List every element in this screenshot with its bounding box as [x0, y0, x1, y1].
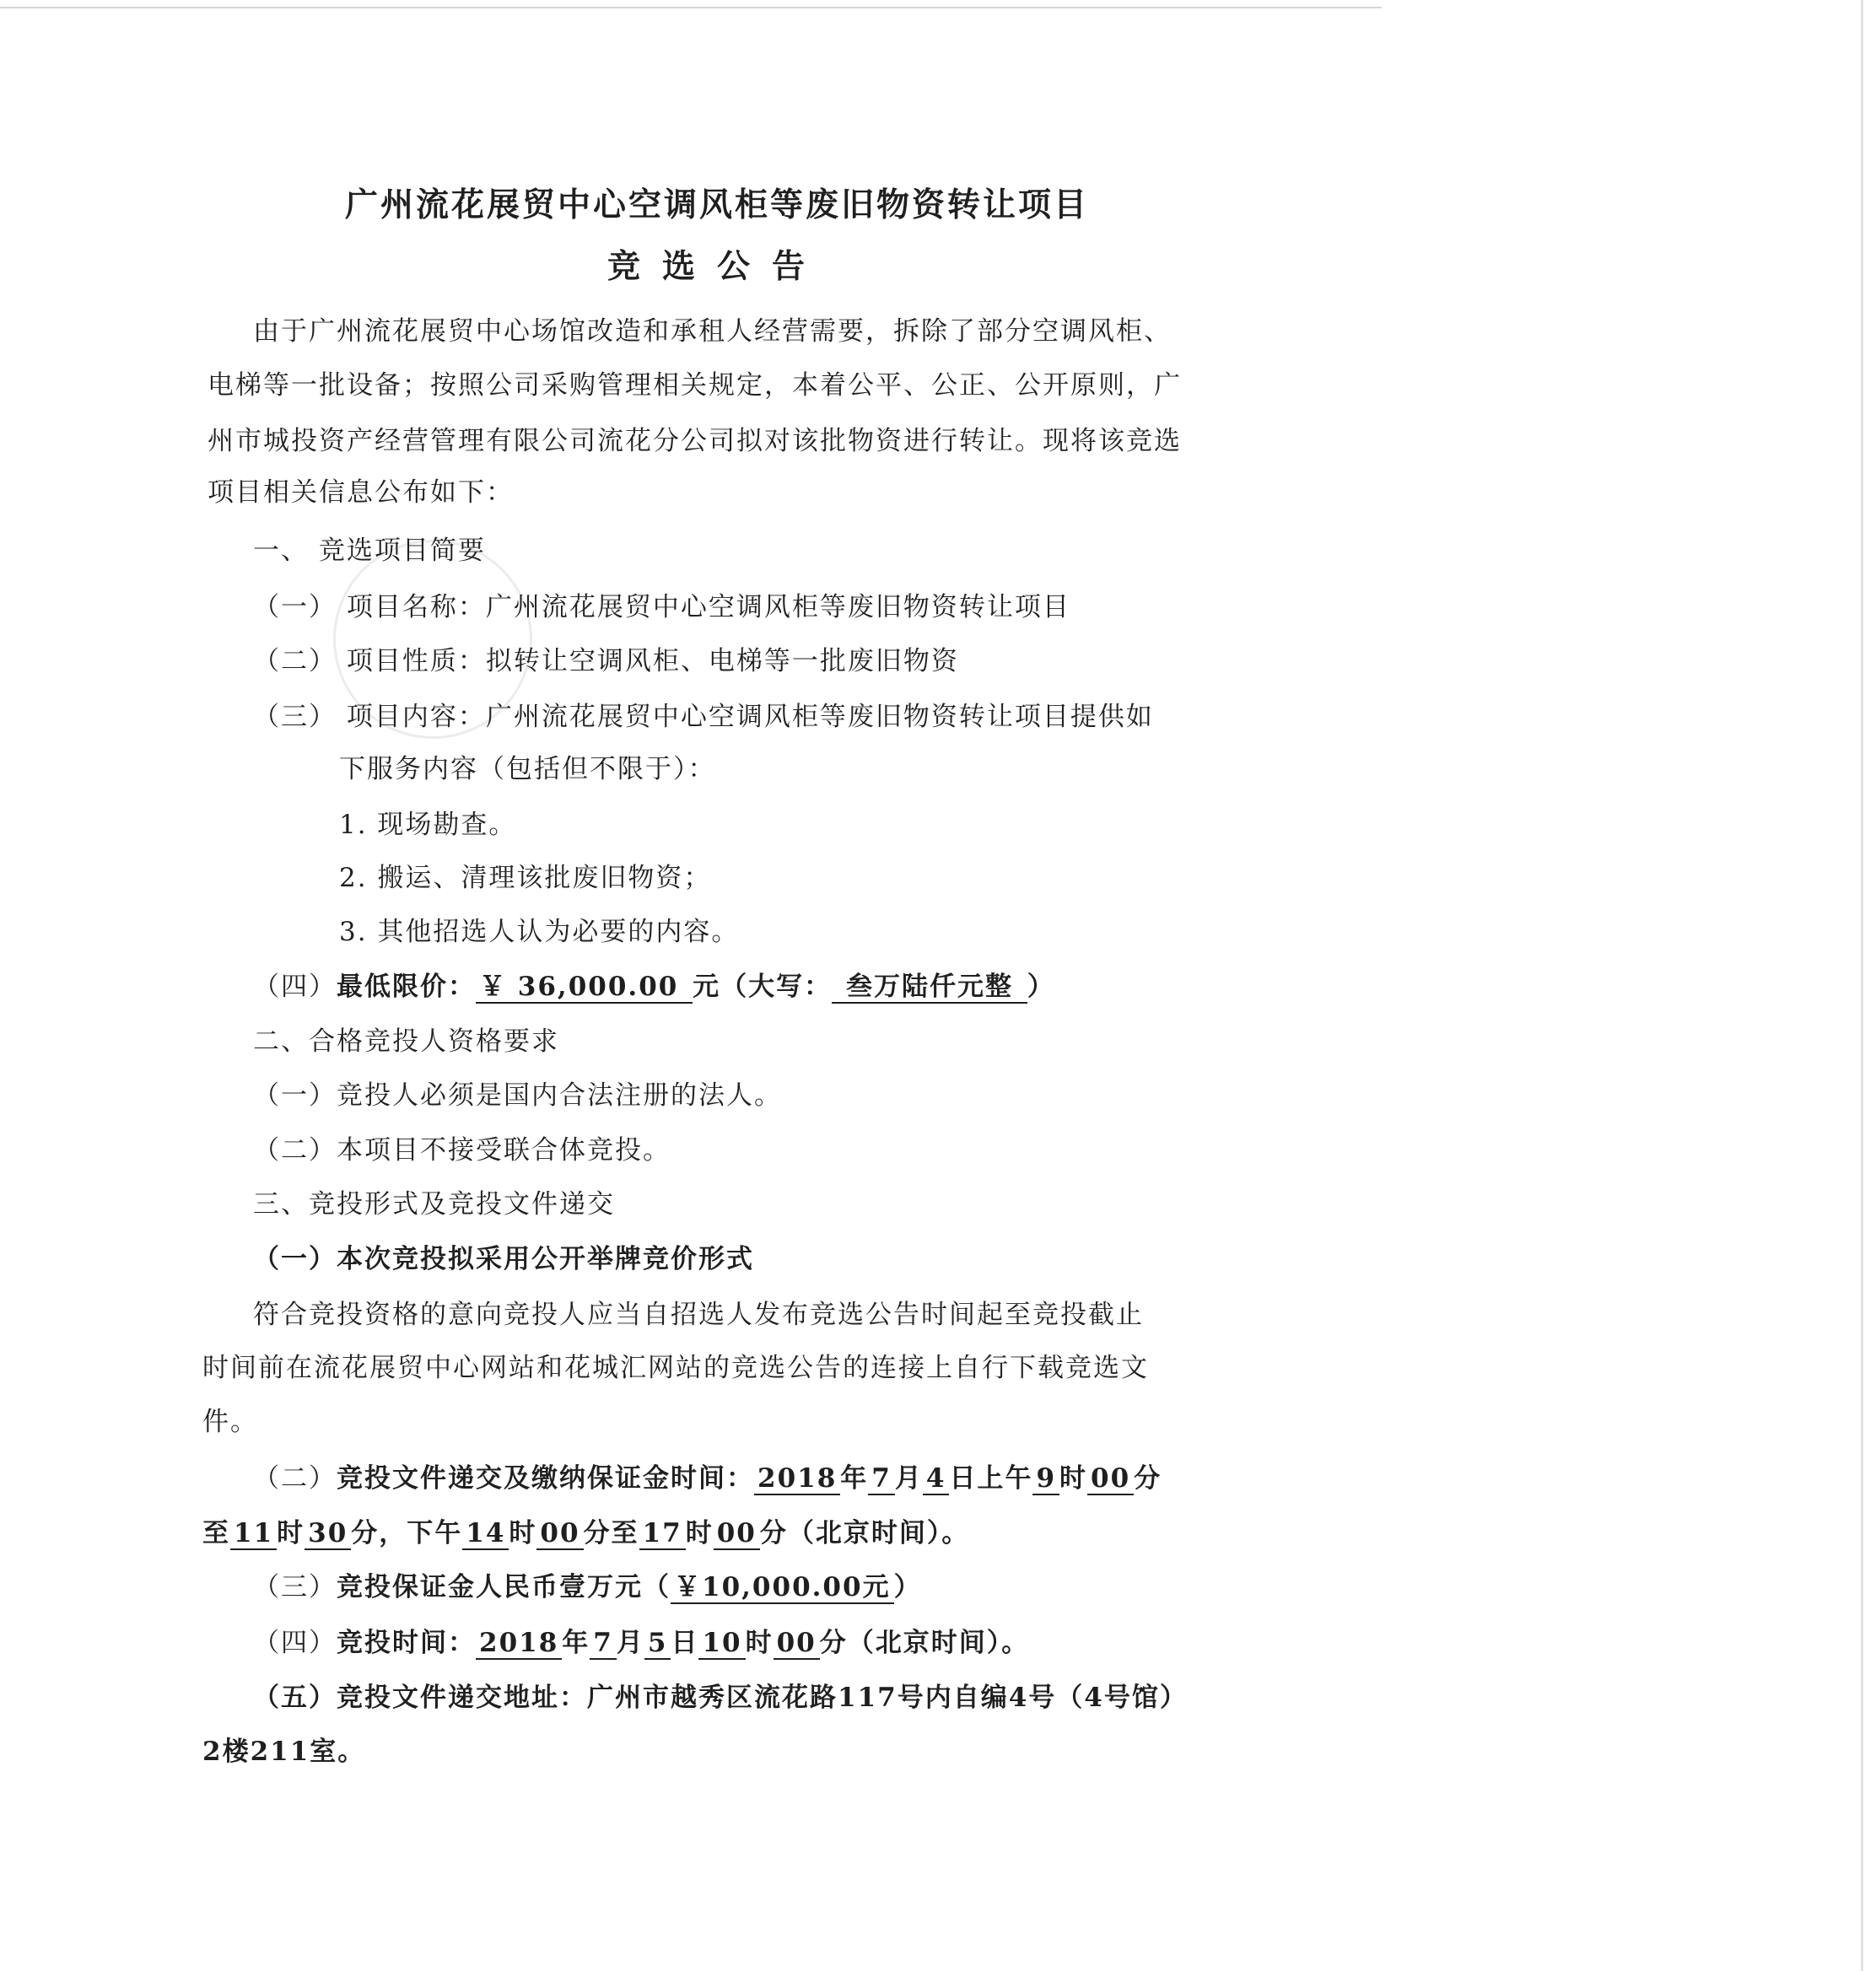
bid-text-minute: 分（北京时间）。 [819, 1628, 1030, 1658]
section1-sub2: 2. 搬运、清理该批废旧物资； [339, 863, 712, 893]
section1-item4 [253, 965, 1055, 1003]
section2-item2: （二）本项目不接受联合体竞投。 [253, 1135, 671, 1166]
bid-month: 7 [590, 1628, 617, 1660]
text-minute-4: 分（北京时间）。 [759, 1518, 970, 1548]
section1-item2: （二） 项目性质：拟转让空调风柜、电梯等一批废旧物资 [253, 646, 959, 676]
text-day-am: 日上午 [949, 1463, 1033, 1494]
submit-minute-2: 30 [305, 1518, 351, 1550]
item4-end: ） [1027, 972, 1055, 1002]
section1-item3-line2: 下服务内容（包括但不限于）： [339, 754, 716, 784]
min-price-amount: ￥ 36,000.00 [476, 972, 693, 1004]
deposit-amount: ￥10,000.00元 [671, 1572, 894, 1604]
document-title: 广州流花展贸中心空调风柜等废旧物资转让项目 [344, 186, 1089, 224]
deposit-end: ） [893, 1572, 922, 1602]
section3-item2-line1 [253, 1457, 1162, 1494]
section2-heading: 二、合格竞投人资格要求 [253, 1026, 559, 1057]
item4b-prefix: （四） [253, 1628, 337, 1658]
section3-item2-line2 [202, 1511, 969, 1549]
scan-border-right [1861, 0, 1863, 1971]
bid-hour: 10 [698, 1628, 745, 1660]
text-hour-4: 时 [685, 1518, 714, 1548]
text-hour-3: 时 [509, 1518, 537, 1548]
intro-line-2: 电梯等一批设备；按照公司采购管理相关规定，本着公平、公正、公开原则，广 [208, 370, 1182, 401]
section3-para-line3: 件。 [202, 1407, 258, 1437]
min-price-words: 叁万陆仟元整 [832, 972, 1027, 1004]
bid-day: 5 [644, 1628, 671, 1660]
item2-label: 竞投文件递交及缴纳保证金时间： [337, 1463, 754, 1494]
submit-month: 7 [868, 1463, 895, 1495]
section3-item1: （一）本次竞投拟采用公开举牌竞价形式 [253, 1244, 754, 1274]
item4-mid: 元（大写： [693, 972, 833, 1002]
section3-item5-line1: （五）竞投文件递交地址：广州市越秀区流花路117号内自编4号（4号馆） [253, 1683, 1188, 1713]
submit-hour-2: 11 [230, 1518, 277, 1550]
submit-year: 2018 [754, 1463, 840, 1495]
intro-line-1: 由于广州流花展贸中心场馆改造和承租人经营需要，拆除了部分空调风柜、 [253, 316, 1172, 347]
bid-time-label: 竞投时间： [337, 1628, 476, 1658]
item4-label: 最低限价： [337, 972, 476, 1002]
text-hour-2: 时 [277, 1518, 305, 1548]
bid-text-hour: 时 [745, 1628, 774, 1658]
text-minute-3: 分至 [583, 1518, 639, 1548]
section1-heading: 一、 竞选项目简要 [253, 536, 486, 566]
text-hour-1: 时 [1059, 1463, 1088, 1494]
submit-day: 4 [923, 1463, 950, 1495]
bid-text-day: 日 [671, 1628, 699, 1658]
text-minute-2-pm: 分，下午 [351, 1518, 463, 1548]
section1-item3-line1: （三） 项目内容：广州流花展贸中心空调风柜等废旧物资转让项目提供如 [253, 702, 1154, 732]
section1-sub1: 1. 现场勘查。 [339, 810, 517, 840]
section3-item4 [253, 1621, 1029, 1659]
submit-minute-4: 00 [714, 1518, 760, 1550]
intro-line-4: 项目相关信息公布如下： [208, 477, 514, 508]
intro-line-3: 州市城投资产经营管理有限公司流花分公司拟对该批物资进行转让。现将该竞选 [208, 426, 1182, 456]
item3-prefix: （三） [253, 1572, 337, 1602]
section3-heading: 三、竞投形式及竞投文件递交 [253, 1189, 615, 1220]
section1-item1: （一） 项目名称：广州流花展贸中心空调风柜等废旧物资转让项目 [253, 592, 1070, 622]
text-minute-1: 分 [1134, 1463, 1162, 1494]
section3-item3 [253, 1565, 922, 1603]
submit-minute-3: 00 [536, 1518, 583, 1550]
bid-minute: 00 [774, 1628, 820, 1660]
bid-text-year: 年 [562, 1628, 590, 1658]
item4-prefix: （四） [253, 972, 337, 1002]
section3-para-line2: 时间前在流花展贸中心网站和花城汇网站的竞选公告的连接上自行下载竞选文 [202, 1353, 1149, 1383]
document-subtitle: 竞选公告 [606, 247, 827, 286]
section3-para-line1: 符合竞投资格的意向竞投人应当自招选人发布竞选公告时间起至竞投截止 [253, 1300, 1144, 1330]
bid-year: 2018 [476, 1628, 562, 1660]
section2-item1: （一）竞投人必须是国内合法注册的法人。 [253, 1080, 782, 1111]
submit-minute-1: 00 [1087, 1463, 1134, 1495]
submit-hour-4: 17 [639, 1518, 686, 1550]
item2-prefix: （二） [253, 1463, 337, 1494]
bid-text-month: 月 [616, 1628, 644, 1658]
text-to: 至 [202, 1518, 230, 1548]
text-month: 月 [894, 1463, 923, 1494]
section3-item5-line2: 2楼211室。 [202, 1737, 366, 1767]
submit-hour-1: 9 [1032, 1463, 1059, 1495]
submit-hour-3: 14 [462, 1518, 509, 1550]
section1-sub3: 3. 其他招选人认为必要的内容。 [339, 917, 740, 947]
text-year: 年 [840, 1463, 869, 1494]
deposit-label: 竞投保证金人民币壹万元（ [337, 1572, 671, 1602]
scan-border-top [0, 7, 1382, 8]
